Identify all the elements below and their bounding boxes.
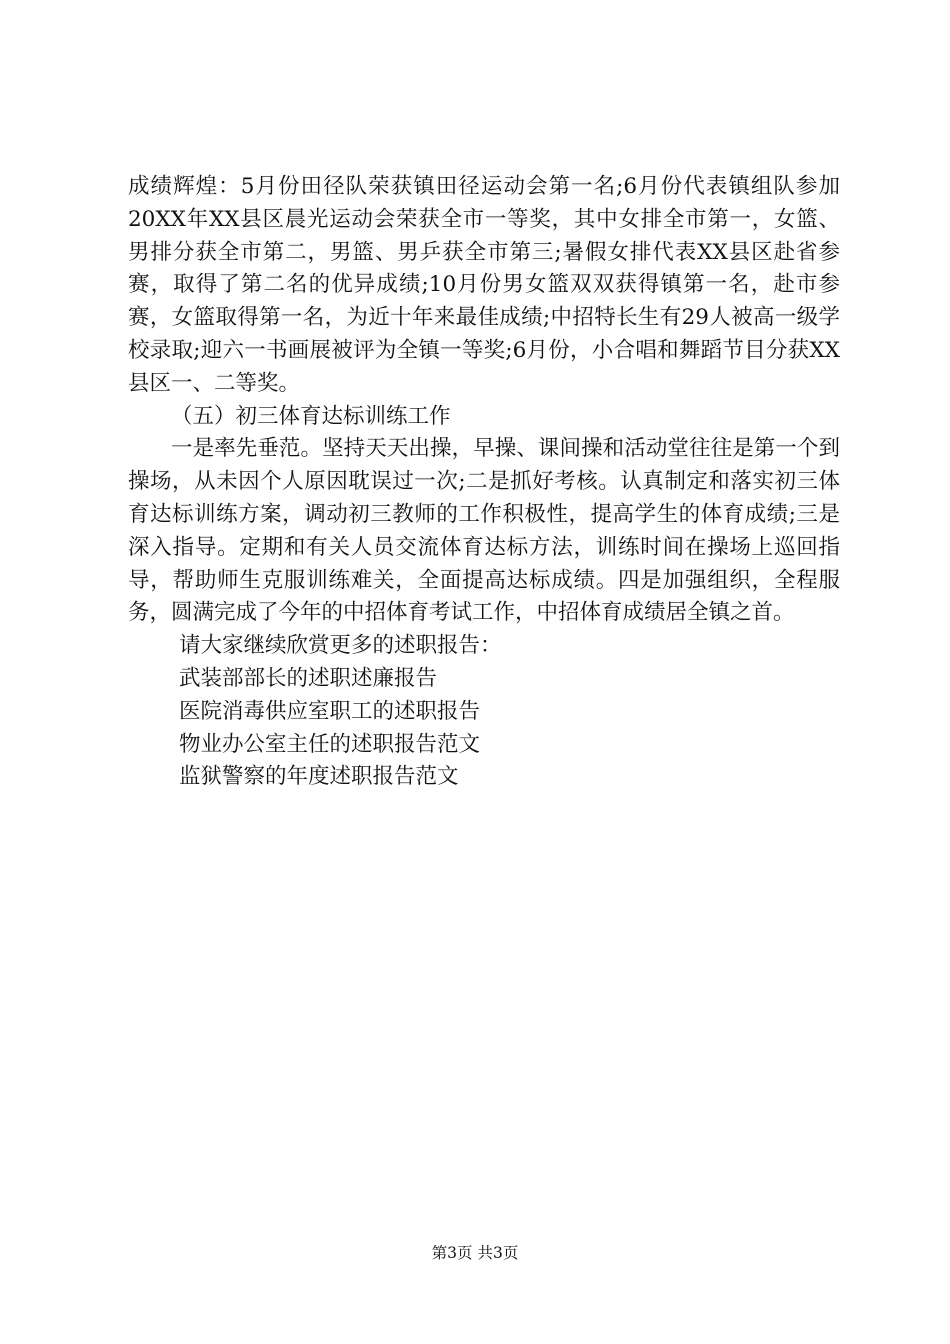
more-reports-intro: 请大家继续欣赏更多的述职报告： — [179, 633, 502, 659]
related-report-link[interactable]: 监狱警察的年度述职报告范文 — [179, 764, 459, 790]
section-heading: （五）初三体育达标训练工作 — [171, 403, 451, 429]
document-body — [128, 171, 840, 794]
section-paragraph: 一是率先垂范。坚持天天出操，早操、课间操和活动堂往往是第一个到操场，从未因个人原因耽误过一次;二是抓好考核。认真制定和落实初三体育达标训练方案，调动初三教师的工作积极性，提高学生的体育成绩;三是深入指导。定期和有关人员交流体育达标方法，训练时间在操场上巡回指导，帮助师生克服训练难关，全面提高达标成绩。四是加强组织，全程服务，圆满完成了今年的中招体育考试工作，中招体育成绩居全镇之首。 — [128, 436, 840, 626]
related-report-link[interactable]: 武装部部长的述职述廉报告 — [179, 665, 438, 691]
related-report-link[interactable]: 医院消毒供应室职工的述职报告 — [179, 698, 481, 724]
related-report-link[interactable]: 物业办公室主任的述职报告范文 — [179, 731, 481, 757]
achievements-paragraph: 成绩辉煌：5月份田径队荣获镇田径运动会第一名;6月份代表镇组队参加20XX年XX县区晨光运动会荣获全市一等奖，其中女排全市第一，女篮、男排分获全市第二，男篮、男乒获全市第三;暑假女排代表XX县区赴省参赛，取得了第二名的优异成绩;10月份男女篮双双获得镇第一名，赴市参赛，女篮取得第一名，为近十年来最佳成绩;中招特长生有29人被高一级学校录取;迎六一书画展被评为全镇一等奖;6月份，小合唱和舞蹈节目分获XX县区一、二等奖。 — [128, 174, 840, 396]
page-footer: 第3页 共3页 — [431, 1244, 519, 1262]
